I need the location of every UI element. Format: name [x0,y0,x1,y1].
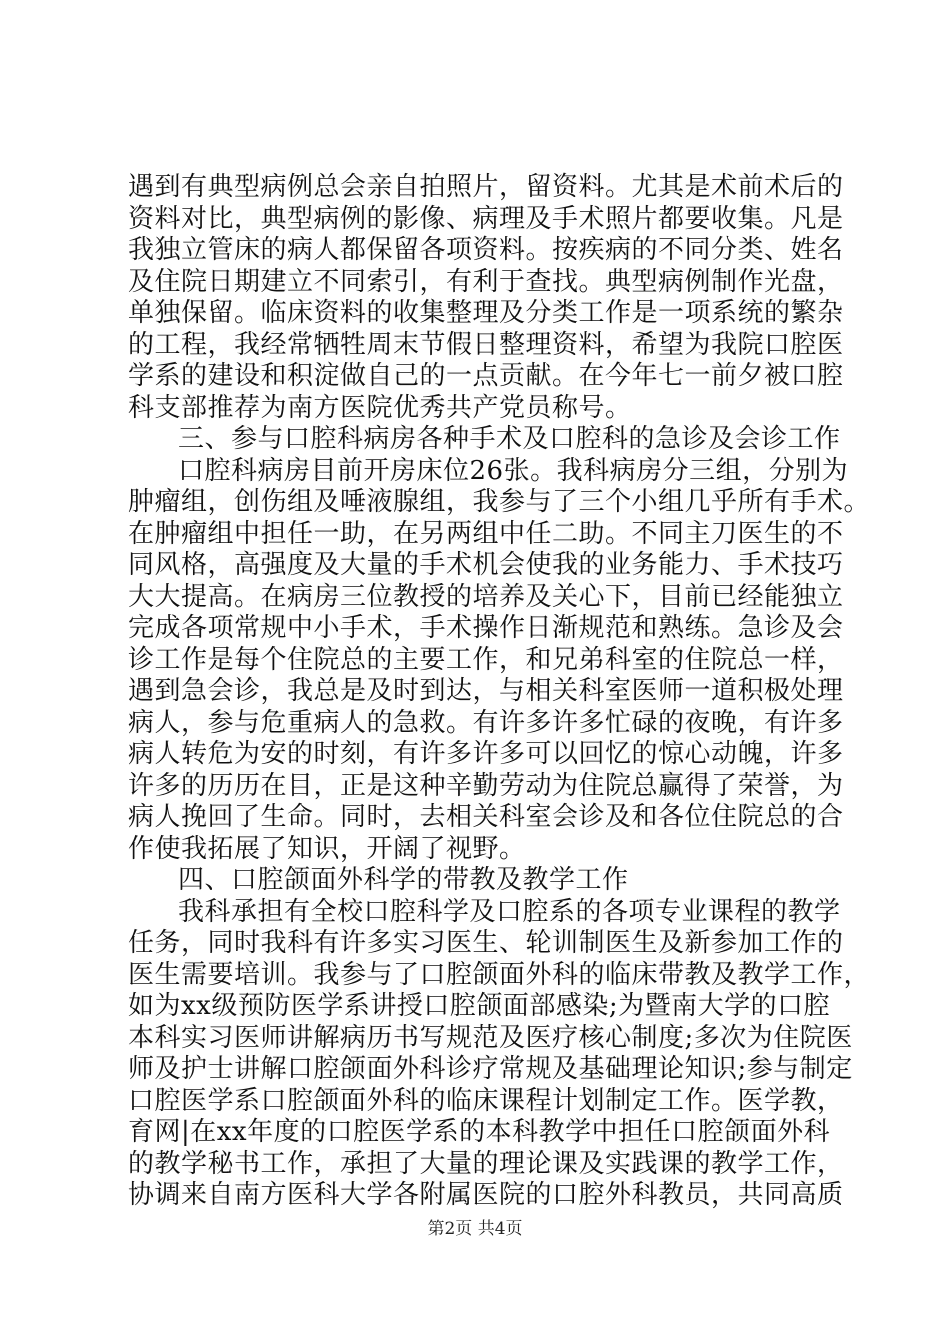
body-line: 师及护士讲解口腔颌面外科诊疗常规及基础理论知识;参与制定 [128,1054,853,1084]
paragraph-first-line: 口腔科病房目前开房床位26张。我科病房分三组，分别为 [178,455,849,486]
body-line: 协调来自南方医科大学各附属医院的口腔外科教员，共同高质 [128,1180,844,1210]
body-line: 肿瘤组，创伤组及唾液腺组，我参与了三个小组几乎所有手术。 [128,487,871,517]
body-line: 的教学秘书工作，承担了大量的理论课及实践课的教学工作， [128,1148,844,1179]
body-line: 病人，参与危重病人的急救。有许多许多忙碌的夜晚，有许多 [128,707,844,738]
body-line: 如为xx级预防医学系讲授口腔颌面部感染;为暨南大学的口腔 [128,991,831,1021]
paragraph-first-line: 我科承担有全校口腔科学及口腔系的各项专业课程的教学 [178,896,841,927]
body-line: 遇到急会诊，我总是及时到达，与相关科室医师一道积极处理 [128,676,844,706]
body-line: 资料对比，典型病例的影像、病理及手术照片都要收集。凡是 [128,203,844,234]
body-line: 科支部推荐为南方医院优秀共产党员称号。 [128,392,632,423]
body-line: 学系的建设和积淀做自己的一点贡献。在今年七一前夕被口腔 [128,361,844,391]
body-line: 医生需要培训。我参与了口腔颌面外科的临床带教及教学工作， [128,959,871,990]
body-line: 同风格，高强度及大量的手术机会使我的业务能力、手术技巧 [128,550,844,580]
page-number-footer: 第2页 共4页 [427,1219,523,1239]
body-line: 及住院日期建立不同索引，有利于查找。典型病例制作光盘， [128,266,844,297]
body-line: 病人转危为安的时刻，有许多许多可以回忆的惊心动魄，许多 [128,739,844,769]
body-line: 的工程，我经常牺牲周末节假日整理资料，希望为我院口腔医 [128,329,844,360]
body-line: 育网|在xx年度的口腔医学系的本科教学中担任口腔颌面外科 [128,1117,831,1147]
section-heading: 四、口腔颌面外科学的带教及教学工作 [178,865,629,895]
body-line: 在肿瘤组中担任一助，在另两组中任二助。不同主刀医生的不 [128,518,844,549]
body-line: 遇到有典型病例总会亲自拍照片，留资料。尤其是术前术后的 [128,172,844,202]
body-line: 口腔医学系口腔颌面外科的临床课程计划制定工作。医学教， [128,1085,844,1116]
body-line: 我独立管床的病人都保留各项资料。按疾病的不同分类、姓名 [128,235,844,265]
body-line: 完成各项常规中小手术，手术操作日渐规范和熟练。急诊及会 [128,613,844,643]
body-line: 本科实习医师讲解病历书写规范及医疗核心制度;多次为住院医 [128,1022,853,1053]
body-line: 许多的历历在目，正是这种辛勤劳动为住院总赢得了荣誉，为 [128,770,844,801]
body-line: 大大提高。在病房三位教授的培养及关心下，目前已经能独立 [128,581,844,612]
body-line: 病人挽回了生命。同时，去相关科室会诊及和各位住院总的合 [128,802,844,832]
section-heading: 三、参与口腔科病房各种手术及口腔科的急诊及会诊工作 [178,424,841,454]
body-line: 诊工作是每个住院总的主要工作，和兄弟科室的住院总一样， [128,644,844,675]
body-line: 作使我拓展了知识，开阔了视野。 [128,833,526,864]
body-line: 任务，同时我科有许多实习医生、轮训制医生及新参加工作的 [128,928,844,958]
body-line: 单独保留。临床资料的收集整理及分类工作是一项系统的繁杂 [128,298,844,328]
